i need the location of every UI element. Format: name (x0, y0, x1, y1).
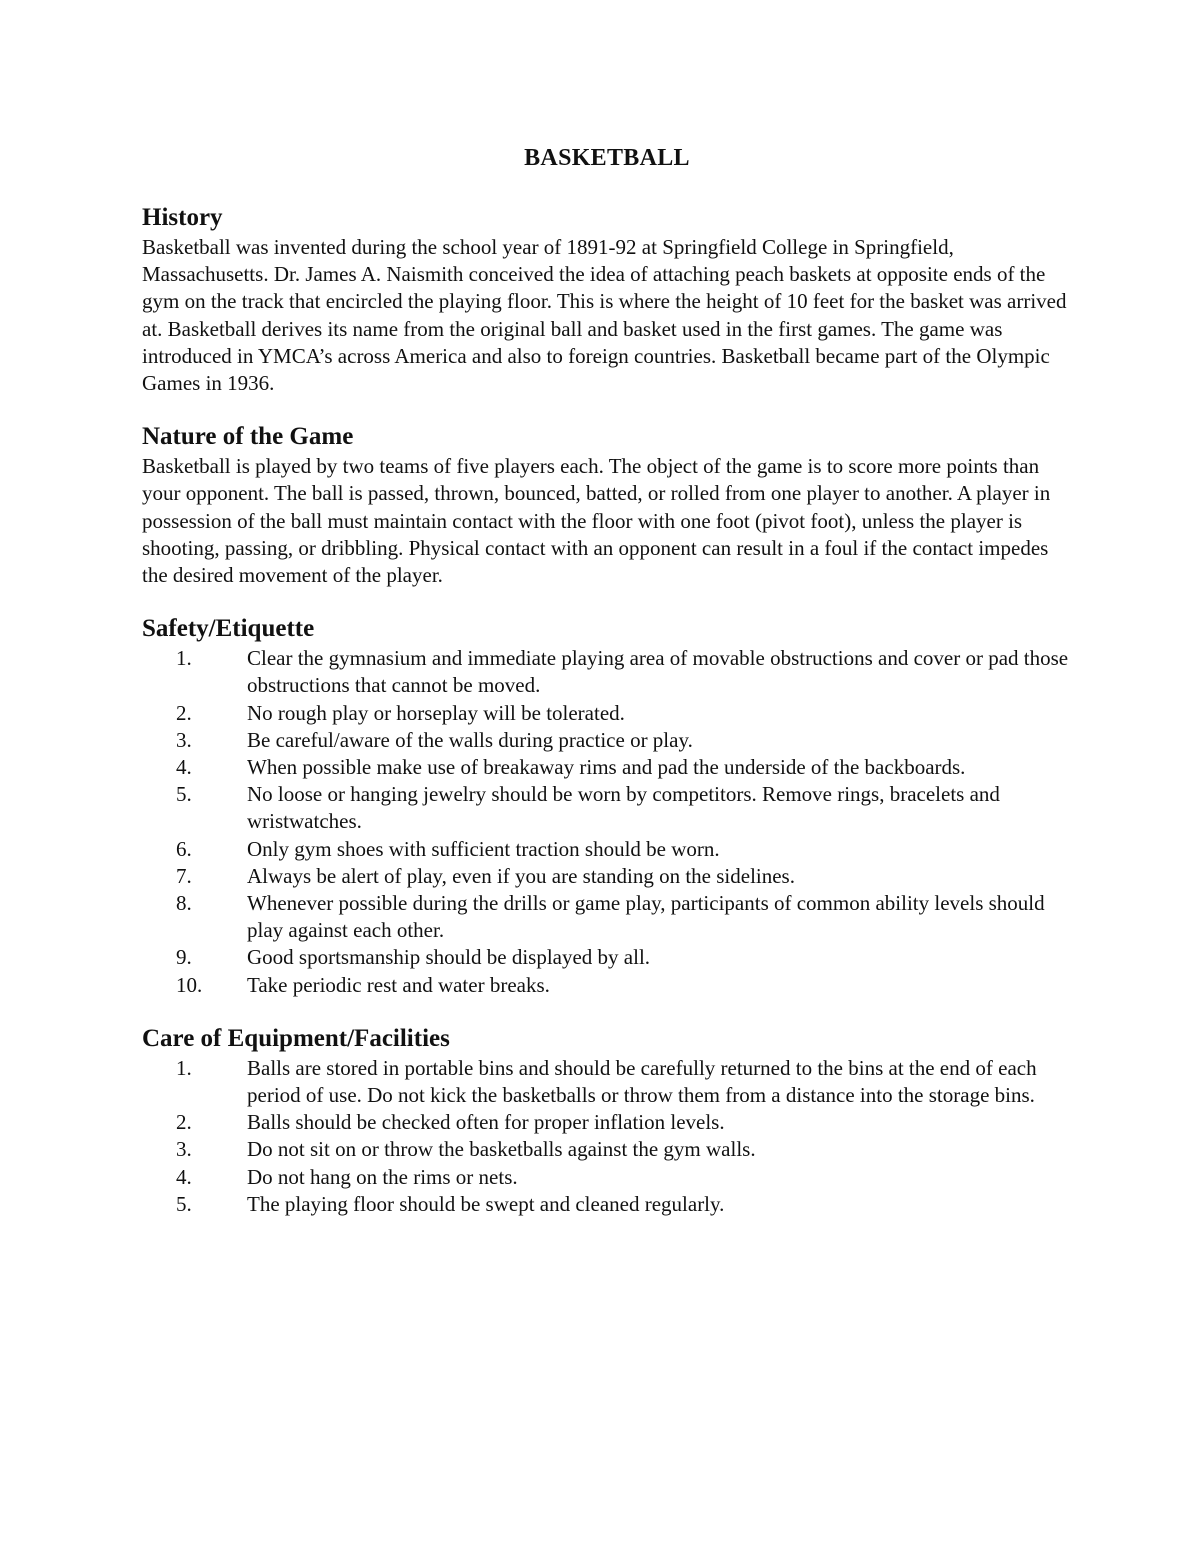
safety-item (142, 863, 1072, 890)
safety-item (142, 645, 1072, 699)
list-number: 8. (176, 891, 192, 916)
list-number: 5. (176, 782, 192, 807)
list-text: When possible make use of breakaway rims and pad the underside of the backboards. (247, 755, 966, 780)
list-text: Be careful/aware of the walls during practice or play. (247, 727, 693, 752)
list-text: Balls are stored in portable bins and should be carefully returned to the bins at the end of each period of use. Do not kick the basketballs or throw them from a distance into the storage bins. (247, 1055, 1037, 1108)
list-number: 4. (176, 755, 192, 780)
safety-item (142, 727, 1072, 754)
care-item (142, 1109, 1072, 1136)
list-number: 2. (176, 700, 192, 725)
care-item (142, 1136, 1072, 1163)
list-number: 4. (176, 1164, 192, 1189)
history-heading: History (142, 204, 223, 231)
list-text: Clear the gymnasium and immediate playing area of movable obstructions and cover or pad those obstructions that cannot be moved. (247, 646, 1069, 698)
safety-heading: Safety/Etiquette (142, 615, 315, 643)
nature-section (142, 421, 1072, 589)
safety-item (142, 781, 1072, 835)
document-title: BASKETBALL (524, 145, 690, 171)
list-text: Whenever possible during the drills or game play, participants of common ability levels should play against each other. (247, 891, 1045, 943)
list-number: 5. (176, 1191, 192, 1216)
list-number: 3. (176, 1137, 192, 1162)
list-text: Good sportsmanship should be displayed by all. (247, 945, 651, 970)
list-text: Balls should be checked often for proper inflation levels. (247, 1110, 725, 1135)
list-text: Do not sit on or throw the basketballs against the gym walls. (247, 1137, 756, 1162)
safety-item (142, 890, 1072, 944)
list-number: 1. (176, 646, 192, 671)
document-page (142, 140, 1072, 1242)
list-number: 1. (176, 1055, 192, 1080)
care-list (142, 1055, 1072, 1218)
safety-item (142, 754, 1072, 781)
list-text: Always be alert of play, even if you are standing on the sidelines. (247, 863, 795, 888)
list-number: 6. (176, 836, 192, 861)
list-number: 7. (176, 863, 192, 888)
list-number: 2. (176, 1110, 192, 1135)
list-text: No rough play or horseplay will be tolerated. (247, 700, 625, 725)
care-heading: Care of Equipment/Facilities (142, 1024, 450, 1052)
list-text: No loose or hanging jewelry should be worn by competitors. Remove rings, bracelets and wristwatches. (247, 782, 1000, 834)
safety-item (142, 836, 1072, 863)
history-paragraph: Basketball was invented during the school year of 1891-92 at Springfield College in Springfield, Massachusetts. Dr. James A. Naismith conceived the idea of attaching peach baskets at opposite ends of the gym on the track that encircled the playing floor. This is where the height of 10 feet for the basket was arrived at. Basketball derives its name from the original ball and basket used in the first games. The game was introduced in YMCA’s across America and also to foreign countries. Basketball became part of the Olympic Games in 1936. (142, 235, 1067, 396)
care-section (142, 1023, 1072, 1218)
list-text: Do not hang on the rims or nets. (247, 1164, 518, 1189)
care-item (142, 1055, 1072, 1109)
history-section (142, 202, 1072, 397)
safety-item (142, 944, 1072, 971)
list-text: Take periodic rest and water breaks. (247, 972, 550, 997)
care-item (142, 1164, 1072, 1191)
safety-section (142, 613, 1072, 999)
list-number: 10. (176, 972, 203, 997)
safety-list (142, 645, 1072, 999)
nature-heading: Nature of the Game (142, 423, 354, 451)
safety-item (142, 700, 1072, 727)
safety-item (142, 972, 1072, 999)
list-text: The playing floor should be swept and cleaned regularly. (247, 1191, 725, 1216)
list-number: 9. (176, 945, 192, 970)
nature-paragraph: Basketball is played by two teams of five players each. The object of the game is to score more points than your opponent. The ball is passed, thrown, bounced, batted, or rolled from one player to another. A player in possession of the ball must maintain contact with the floor with one foot (pivot foot), unless the player is shooting, passing, or dribbling. Physical contact with an opponent can result in a foul if the contact impedes the desired movement of the player. (142, 454, 1051, 588)
list-text: Only gym shoes with sufficient traction should be worn. (247, 836, 720, 861)
care-item (142, 1191, 1072, 1218)
list-number: 3. (176, 727, 192, 752)
